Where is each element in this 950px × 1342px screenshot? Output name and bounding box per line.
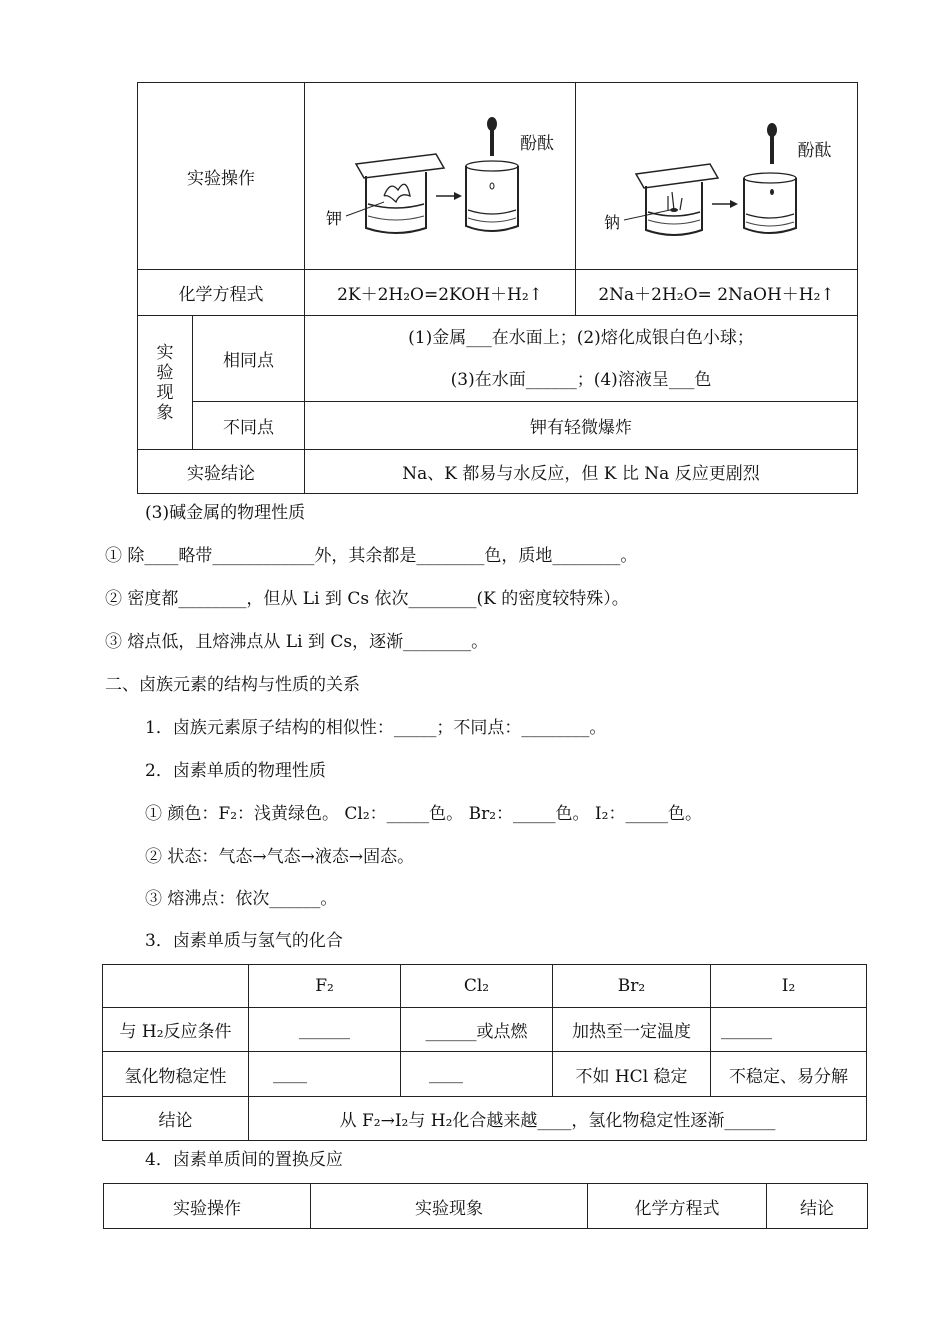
alkali-color-line: ① 除____略带____________外，其余都是________色，质地________。 — [105, 546, 638, 566]
same-line1: (1)金属___在水面上；(2)熔化成银白色小球； — [408, 327, 754, 348]
conclusion-label: 结论 — [103, 1097, 249, 1141]
condition-cl2: ______或点燃 — [401, 1008, 553, 1052]
header-conclusion: 结论 — [767, 1184, 868, 1229]
stability-br2: 不如 HCl 稳定 — [553, 1052, 711, 1097]
section-two-heading: 二、卤族元素的结构与性质的关系 — [105, 675, 360, 695]
halogen-hydrogen-heading: 3．卤素单质与氢气的化合 — [145, 931, 343, 951]
diff-text: 钾有轻微爆炸 — [305, 402, 858, 450]
header-equation: 化学方程式 — [588, 1184, 767, 1229]
phenolphthalein-label-na: 酚酞 — [797, 140, 832, 161]
alkali-metal-water-table — [137, 82, 858, 494]
conc-text: Na、K 都易与水反应，但 K 比 Na 反应更剧烈 — [305, 450, 858, 494]
same-line2: (3)在水面______；(4)溶液呈___色 — [450, 369, 712, 390]
header-br2: Br₂ — [553, 965, 711, 1008]
op-label: 实验操作 — [138, 83, 305, 270]
header-empty — [103, 965, 249, 1008]
stability-f2: ____ — [249, 1052, 401, 1097]
eq-label: 化学方程式 — [138, 270, 305, 316]
header-i2: I₂ — [711, 965, 867, 1008]
halogen-structure-line: 1．卤族元素原子结构的相似性：_____；不同点：________。 — [145, 718, 607, 738]
header-f2: F₂ — [249, 965, 401, 1008]
stability-cl2: ____ — [401, 1052, 553, 1097]
eq-na: 2Na＋2H₂O= 2NaOH＋H₂↑ — [576, 270, 858, 316]
eq-k: 2K＋2H₂O=2KOH＋H₂↑ — [305, 270, 576, 316]
condition-br2: 加热至一定温度 — [553, 1008, 711, 1052]
k-label: 钾 — [326, 211, 343, 228]
na-label: 钠 — [603, 215, 620, 232]
displacement-table — [103, 1183, 868, 1229]
same-label: 相同点 — [193, 316, 305, 402]
stability-label: 氢化物稳定性 — [103, 1052, 249, 1097]
k-diagram-cell — [305, 83, 576, 270]
potassium-water-diagram — [326, 116, 526, 236]
stability-i2: 不稳定、易分解 — [711, 1052, 867, 1097]
halogen-state-line: ② 状态：气态→气态→液态→固态。 — [145, 847, 415, 867]
alkali-physical-heading: (3)碱金属的物理性质 — [145, 503, 306, 523]
condition-f2: ______ — [249, 1008, 401, 1052]
halogen-physical-heading: 2．卤素单质的物理性质 — [145, 761, 326, 781]
phenolphthalein-label-k: 酚酞 — [520, 133, 554, 154]
phenomenon-label: 实验现象 — [138, 316, 193, 450]
halogen-displacement-heading: 4．卤素单质间的置换反应 — [145, 1150, 343, 1170]
halogen-boiling-line: ③ 熔沸点：依次______。 — [145, 889, 338, 909]
alkali-density-line: ② 密度都________，但从 Li 到 Cs 依次________(K 的密度较特殊）。 — [105, 589, 629, 609]
na-diagram-cell — [576, 83, 858, 270]
condition-label: 与 H₂反应条件 — [103, 1008, 249, 1052]
halogen-hydrogen-table — [102, 964, 867, 1141]
same-text — [305, 316, 858, 402]
header-phenomenon: 实验现象 — [311, 1184, 588, 1229]
sodium-water-diagram — [602, 116, 802, 236]
header-operation: 实验操作 — [104, 1184, 311, 1229]
alkali-melting-line: ③ 熔点低，且熔沸点从 Li 到 Cs，逐渐________。 — [105, 632, 489, 652]
header-cl2: Cl₂ — [401, 965, 553, 1008]
conclusion-text: 从 F₂→I₂与 H₂化合越来越____，氢化物稳定性逐渐______ — [249, 1097, 867, 1141]
diff-label: 不同点 — [193, 402, 305, 450]
condition-i2: ______ — [711, 1008, 867, 1052]
halogen-color-line: ① 颜色：F₂：浅黄绿色。 Cl₂：_____色。 Br₂：_____色。 I₂：_____色。 — [145, 804, 702, 824]
conc-label: 实验结论 — [138, 450, 305, 494]
